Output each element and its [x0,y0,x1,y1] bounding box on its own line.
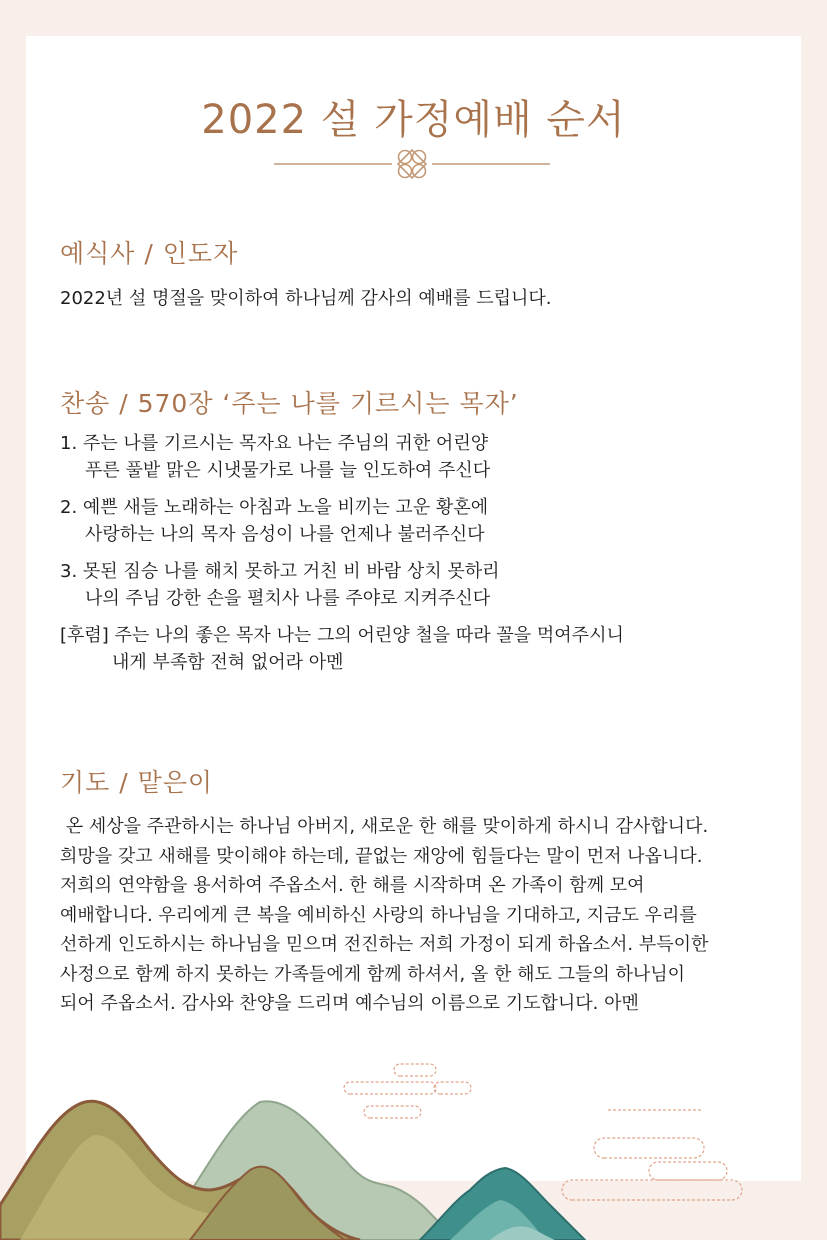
knot-ornament-icon [274,148,550,184]
hymn-chorus [60,622,624,676]
verse-line: 나의 주님 강한 손을 펼치사 나를 주야로 지켜주신다 [85,588,491,609]
hymn-verse [60,430,624,484]
opening-text: 2022년 설 명절을 맞이하여 하나님께 감사의 예배를 드립니다. [60,288,552,309]
prayer-line: 예배합니다. 우리에게 큰 복을 예비하신 사랑의 하나님을 기대하고, 지금도 우리를 [60,904,697,926]
verse-line: 3. 못된 짐승 나를 해치 못하고 거친 비 바람 상치 못하리 [60,561,500,582]
chorus-line: 내게 부족함 전혀 없어라 아멘 [112,652,344,673]
hymn-verse [60,558,624,612]
verse-line: 2. 예쁜 새들 노래하는 아침과 노을 비끼는 고운 황혼에 [60,497,489,518]
section-heading-prayer: 기도 / 맡은이 [60,768,214,797]
verse-line: 1. 주는 나를 기르시는 목자요 나는 주님의 귀한 어린양 [60,433,489,454]
prayer-line: 온 세상을 주관하시는 하나님 아버지, 새로운 한 해를 맞이하게 하시니 감사합니다. [60,816,709,837]
prayer-text [60,812,708,1019]
prayer-line: 되어 주옵소서. 감사와 찬양을 드리며 예수님의 이름으로 기도합니다. 아멘 [60,993,639,1014]
cloud-decoration [344,1064,742,1200]
hymn-verse [60,494,624,548]
prayer-line: 저희의 연약함을 용서하여 주옵소서. 한 해를 시작하며 온 가족이 함께 모여 [60,875,645,896]
section-heading-opening: 예식사 / 인도자 [60,239,239,268]
page-title: 2022 설 가정예배 순서 [201,97,626,143]
section-heading-hymn: 찬송 / 570장 ‘주는 나를 기르시는 목자’ [60,389,519,418]
prayer-line: 사정으로 함께 하지 못하는 가족들에게 함께 하셔서, 올 한 해도 그들의 하나님이 [60,963,686,985]
hymn-lyrics [60,430,624,686]
prayer-line: 선하게 인도하시는 하나님을 믿으며 전진하는 저희 가정이 되게 하옵소서. 부득이한 [60,934,709,955]
prayer-line: 희망을 갖고 새해를 맞이해야 하는데, 끝없는 재앙에 힘들다는 말이 먼저 나옵니다. [60,845,703,867]
verse-line: 푸른 풀밭 맑은 시냇물가로 나를 늘 인도하여 주신다 [85,460,491,481]
chorus-line: [후렴] 주는 나의 좋은 목자 나는 그의 어린양 철을 따라 꼴을 먹여주시니 [60,625,624,646]
verse-line: 사랑하는 나의 목자 음성이 나를 언제나 불러주신다 [85,524,485,545]
mountain-landscape-illustration [0,1040,827,1240]
